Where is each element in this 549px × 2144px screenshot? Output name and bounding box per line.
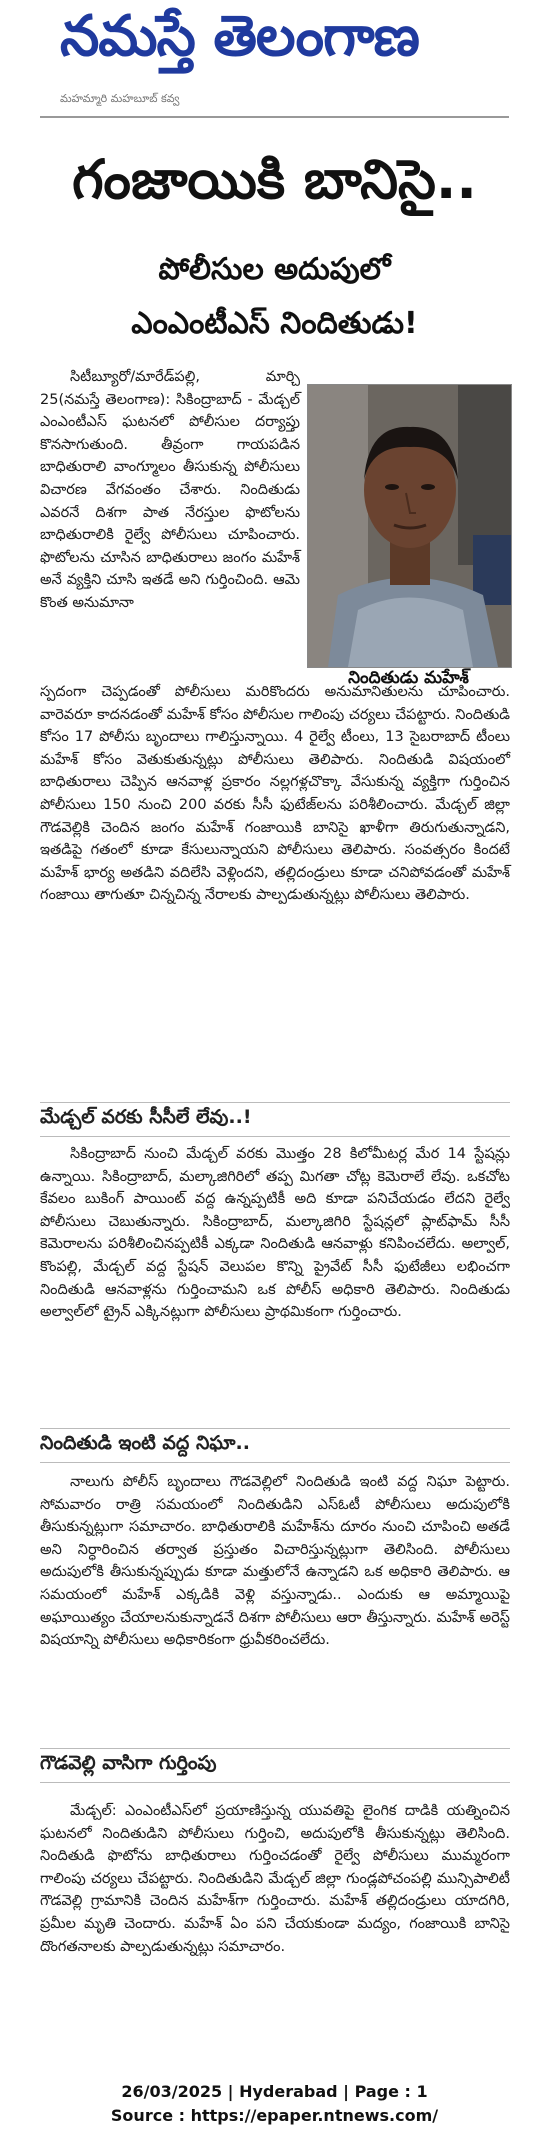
footer-date-edition: 26/03/2025 | Hyderabad | Page : 1: [121, 2082, 428, 2101]
section-body-identity-block: [40, 1800, 510, 1958]
subheadline-2: ఎంఎంటీఎస్ నిందితుడు!: [131, 306, 418, 341]
main-paragraph-block: [40, 681, 510, 907]
section-body-surveillance: నాలుగు పోలీస్ బృందాలు గౌడవెల్లిలో నిందితుడి ఇంటి వద్ద నిఘా పెట్టారు. సోమవారం రాత్రి సమయంలో నిందితుడిని ఎస్ఓటీ పోలీసులు అదుపులోకి తీసుకున్నట్లుగా సమాచారం. బాధితురాలికి మహేశ్‌ను దూరం నుంచి చూపించి అతడే అని నిర్ధారించిన తర్వాత ప్రస్తుతం విచారిస్తున్నట్లుగా తెలిసింది. పోలీసులు అదుపులోకి తీసుకున్నప్పుడు కూడా మత్తులోనే ఉన్నాడని ఒక అధికారి తెలిపారు. ఆ సమయంలో మహేశ్ ఎక్కడికి వెళ్లి వస్తున్నాడు.. ఎందుకు ఆ అమ్మాయిపై అఘాయిత్యం చేయాలనుకున్నాడనే దిశగా పోలీసులు ఆరా తీస్తున్నారు. మహేశ్ అరెస్ట్ విషయాన్ని పోలీసులు అధికారికంగా ధ్రువీకరించలేదు.: [40, 1474, 510, 1649]
lead-paragraph-wrapped: [40, 366, 300, 615]
footer-source: Source : https://epaper.ntnews.com/: [110, 2106, 439, 2125]
photo-caption: నిందితుడు మహేశ్: [348, 668, 469, 688]
masthead-strip-text: మహమ్మారి మహబూబ్ కవ్వ: [60, 92, 180, 105]
section-divider-1b: [40, 1136, 510, 1137]
headline: గంజాయికి బానిసై..: [72, 148, 477, 211]
section-divider-1: [40, 1102, 510, 1103]
section-heading-cctv: మేడ్చల్ వరకు సీసీలే లేవు..!: [40, 1106, 252, 1128]
masthead-rule: [40, 116, 509, 118]
section-body-identity: మేడ్చల్: ఎంఎంటీఎస్‌లో ప్రయాణిస్తున్న యువతిపై లైంగిక దాడికి యత్నించిన ఘటనలో నిందితుడిని పోలీసులు గుర్తించి, అదుపులోకి తీసుకున్నట్లు తెలిసింది. నిందితుడి ఫొటోను బాధితురాలు గుర్తించడంతో రైల్వే పోలీసులు ముమ్మరంగా గాలింపు చర్యలు చేపట్టారు. నిందితుడిని మేడ్చల్ జిల్లా గుండ్లపోచంపల్లి మున్సిపాలిటీ గౌడవెల్లి గ్రామానికి చెందిన మహేశ్‌గా గుర్తించారు. మహేశ్ తల్లిదండ్రులు యాదగిరి, ప్రమీల మృతి చెందారు. మహేశ్ ఏం పని చేయకుండా మద్యం, గంజాయికి బానిసై దొంగతనాలకు పాల్పడుతున్నట్లు సమాచారం.: [40, 1803, 510, 1955]
accused-portrait-image: [308, 385, 511, 667]
section-divider-2b: [40, 1462, 510, 1463]
masthead: [0, 0, 549, 118]
section-body-surveillance-block: [40, 1471, 510, 1652]
subheadline-1: పోలీసుల అదుపులో: [158, 252, 391, 287]
newspaper-name: నమస్తే తెలంగాణ: [60, 4, 419, 69]
section-divider-2: [40, 1428, 510, 1429]
section-divider-3b: [40, 1782, 510, 1783]
accused-photo: [307, 384, 512, 668]
main-paragraph: స్పదంగా చెప్పడంతో పోలీసులు మరికొందరు అనుమానితులను చూపించారు. వారెవరూ కాదనడంతో మహేశ్ కోసం పోలీసుల గాలింపు చర్యలు చేపట్టారు. నిందితుడి కోసం 17 పోలీసు బృందాలు గాలిస్తున్నాయి. 4 రైల్వే టీంలు, 13 సైబరాబాద్ టీంలు మహేశ్ కోసం వెతుకుతున్నట్లు పోలీసులు తెలిపారు. నిందితుడి విషయంలో బాధితురాలు చెప్పిన ఆనవాళ్ల ప్రకారం నల్లగళ్లచొక్కా వేసుకున్న వ్యక్తిగా గుర్తించిన పోలీసులు 150 నుంచి 200 వరకు సీసీ ఫుటేజ్‌లను పరిశీలించారు. మేడ్చల్ జిల్లా గౌడవెల్లికి చెందిన జంగం మహేశ్ గంజాయికి బానిసై ఖాళీగా తిరుగుతున్నాడని, ఇతడిపై గతంలో కూడా కేసులున్నాయని పోలీసులు తెలిపారు. సంవత్సరం కిందటే మహేశ్ భార్య అతడిని వదిలేసి వెళ్లిందని, తల్లిదండ్రులు కూడా చనిపోవడంతో మహేశ్ గంజాయి తాగుతూ చిన్నచిన్న నేరాలకు పాల్పడుతున్నట్లు పోలీసులు తెలిపారు.: [40, 684, 510, 904]
section-heading-surveillance: నిందితుడి ఇంటి వద్ద నిఘా..: [40, 1432, 250, 1454]
section-body-cctv-block: [40, 1143, 510, 1324]
section-body-cctv: సికింద్రాబాద్ నుంచి మేడ్చల్ వరకు మొత్తం 28 కిలోమీటర్ల మేర 14 స్టేషన్లు ఉన్నాయి. సికింద్రాబాద్, మల్కాజిగిరిలో తప్ప మిగతా చోట్ల కెమెరాలే లేవు. ఒకచోట కేవలం బుకింగ్ పాయింట్ వద్ద ఉన్నప్పటికీ అది కూడా పనిచేయడం లేదని రైల్వే పోలీసులు చెబుతున్నారు. సికింద్రాబాద్, మల్కాజిగిరి స్టేషన్లలో ప్లాట్‌ఫామ్ సీసీ కెమెరాలను పరిశీలించినప్పటికీ ఎక్కడా నిందితుడి ఆనవాళ్లు కనిపించలేదు. అల్వాల్, కొంపల్లి, మేడ్చల్ వద్ద స్టేషన్ వెలుపల కొన్ని ప్రైవేట్ సీసీ ఫుటేజీలు లభించగా నిందితుడి ఆనవాళ్లను గుర్తించామని ఒక పోలీస్ అధికారి తెలిపారు. నిందితుడు అల్వాల్‌లో ట్రైన్ ఎక్కినట్లుగా పోలీసులు ప్రాథమికంగా గుర్తించారు.: [40, 1146, 510, 1321]
lead-paragraph: సిటీబ్యూరో/మారేడ్‌పల్లి, మార్చి 25(నమస్తే తెలంగాణ): సికింద్రాబాద్ - మేడ్చల్ ఎంఎంటీఎస్ ఘటనలో పోలీసుల దర్యాప్తు కొనసాగుతుంది. తీవ్రంగా గాయపడిన బాధితురాలి వాంగ్మూలం తీసుకున్న పోలీసులు విచారణ వేగవంతం చేశారు. నిందితుడు ఎవరనే దిశగా పాత నేరస్తుల ఫొటోలను బాధితురాలికి రైల్వే పోలీసులు చూపించారు. ఫొటోలను చూసిన బాధితురాలు జంగం మహేశ్ అనే వ్యక్తిని చూసి ఇతడే అని గుర్తించింది. ఆమె కొంత అనుమానా: [40, 369, 300, 611]
section-heading-identity: గౌడవెల్లి వాసిగా గుర్తింపు: [40, 1752, 217, 1774]
section-divider-3: [40, 1748, 510, 1749]
